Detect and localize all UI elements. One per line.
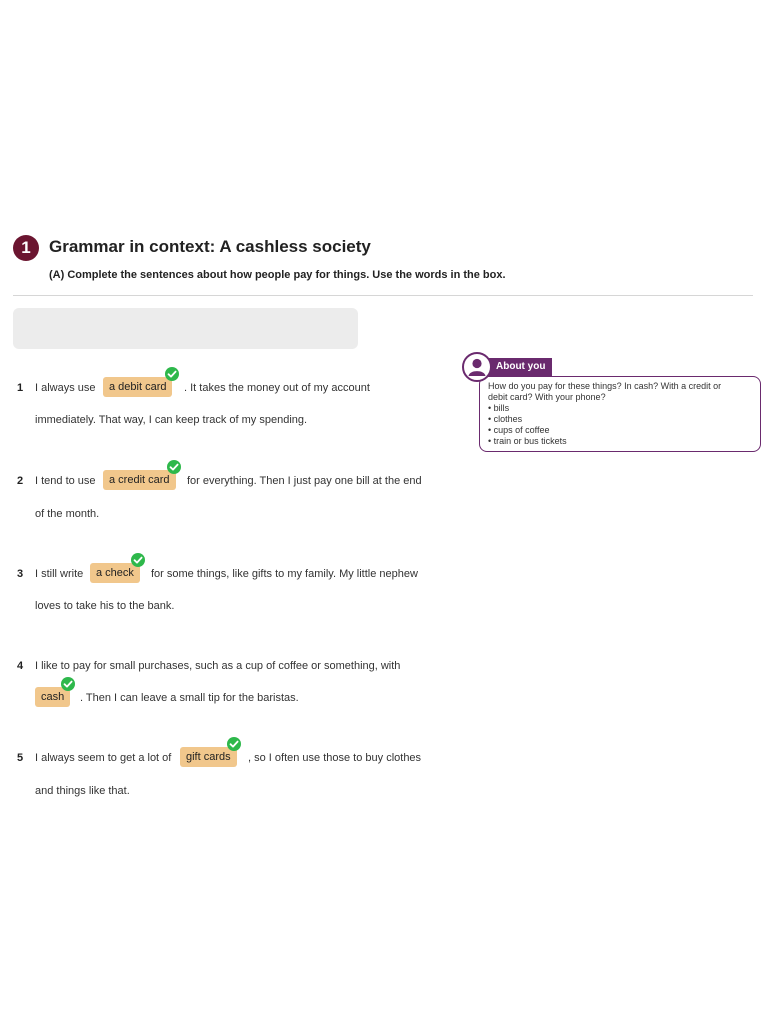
answer-slot[interactable]: gift cards	[180, 747, 237, 767]
person-icon	[462, 352, 492, 382]
item-text-line2: immediately. That way, I can keep track of my spending.	[35, 414, 308, 426]
item-text-before: I tend to use	[35, 475, 96, 487]
item-number: 3	[17, 568, 24, 580]
check-icon	[61, 677, 75, 691]
check-icon	[167, 460, 181, 474]
item-text-after: . It takes the money out of my account	[184, 382, 370, 394]
item-text-after: . Then I can leave a small tip for the baristas.	[80, 692, 299, 704]
about-bullet: • cups of coffee	[488, 425, 550, 435]
item-number: 1	[17, 382, 24, 394]
about-you-text	[488, 381, 756, 447]
answer-slot[interactable]: a check	[90, 563, 140, 583]
word-box	[13, 308, 358, 349]
divider	[13, 295, 753, 296]
answer-slot[interactable]: a credit card	[103, 470, 176, 490]
answer-slot[interactable]: cash	[35, 687, 70, 707]
item-number: 4	[17, 660, 24, 672]
instruction-text: (A) Complete the sentences about how people pay for things. Use the words in the box.	[49, 269, 506, 281]
section-number-badge: 1	[13, 235, 39, 261]
check-icon	[165, 367, 179, 381]
about-bullet: • train or bus tickets	[488, 436, 567, 446]
section-title: Grammar in context: A cashless society	[49, 237, 371, 256]
about-bullet: • bills	[488, 403, 510, 413]
item-text-before: I always use	[35, 382, 96, 394]
about-question-line1: How do you pay for these things? In cash? With a credit or	[488, 381, 722, 391]
exercise-item-1	[0, 381, 460, 441]
item-number: 5	[17, 752, 24, 764]
item-text-before: I still write	[35, 568, 84, 580]
about-you-label: About you	[482, 358, 552, 376]
item-text-before: I always seem to get a lot of	[35, 752, 172, 764]
item-text-after: , so I often use those to buy clothes	[248, 752, 422, 764]
item-text-line1: I like to pay for small purchases, such as a cup of coffee or something, with	[35, 660, 401, 672]
item-text-line2: loves to take his to the bank.	[35, 600, 175, 612]
item-text-after: for everything. Then I just pay one bill at the end	[187, 475, 422, 487]
exercise-item-2	[0, 474, 460, 534]
check-icon	[227, 737, 241, 751]
item-number: 2	[17, 475, 24, 487]
exercise-item-3	[0, 567, 460, 627]
exercise-item-5	[0, 751, 460, 811]
exercise-item-4	[0, 659, 460, 719]
about-bullet: • clothes	[488, 414, 523, 424]
check-icon	[131, 553, 145, 567]
answer-slot[interactable]: a debit card	[103, 377, 172, 397]
item-text-after: for some things, like gifts to my family. My little nephew	[151, 568, 418, 580]
item-text-line2: of the month.	[35, 508, 100, 520]
item-text-line2: and things like that.	[35, 785, 130, 797]
about-question-line2: debit card? With your phone?	[488, 392, 606, 402]
